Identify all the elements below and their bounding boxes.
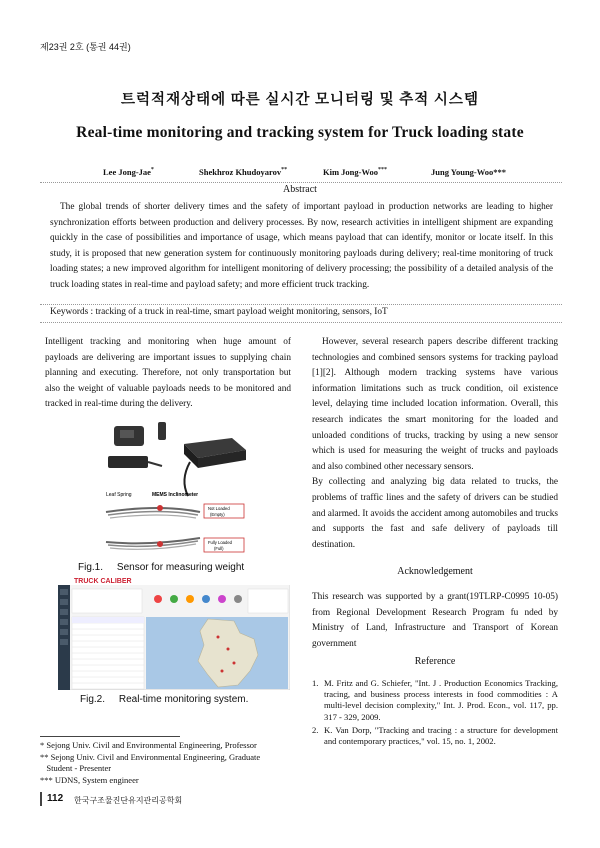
keywords: Keywords : tracking of a truck in real-time, smart payload weight monitoring, sensors, IoT [50,307,388,317]
fully-loaded-label: Fully Loaded [208,540,232,545]
right-paragraph-1: However, several research papers describe different tracking technologies and combined sensors systems for tracking payload [1][2]. Although modern tracking systems have various information limitations such as truck condition, oil existence level, delaying time included location information. Overall, this research indicates the smart monitoring for the loaded and unloaded conditions of trucks, tracking by using a new sensor which is used for measuring the weight of trucks and payloads and also combined other necessary sensors. [312,337,558,472]
reference-list [312,678,558,749]
divider-top [40,182,562,183]
leaf-spring-diagram-bottom [106,538,200,549]
title-english: Real-time monitoring and tracking system for Truck loading state [76,124,524,141]
page-number: 112 [47,793,64,804]
intro-left-paragraph: Intelligent tracking and monitoring when huge amount of payloads are delivering are important issues to supplying chain planning and executing. Therefore, not only transportation but also the weight of valuable payloads needs to be monitored and tracked in real-time during the delivery. [45,337,291,410]
ui-summary-panel [72,589,142,613]
issue-label: 제23권 2호 (통권 44권) [40,42,131,52]
author-4: Jung Young-Woo*** [431,167,507,177]
figure-2-caption: Fig.2. Real-time monitoring system. [80,694,249,705]
right-column-text [312,335,558,553]
acknowledgement-heading: Acknowledgement [397,566,473,577]
sensor-device-large-icon [158,422,246,496]
author-1: Lee Jong-Jae* [103,167,154,177]
leaf-spring-label: Leaf Spring [106,492,132,498]
mems-label: MEMS Inclinometer [152,492,199,498]
footnote-2: ** Sejong Univ. Civil and Environmental Engineering, Graduate [40,751,261,762]
figure-1-sensor [100,420,250,560]
author-2: Shekhroz Khudoyarov** [199,167,288,177]
ui-brand-label: TRUCK CALIBER [74,578,132,585]
abstract-text: The global trends of shorter delivery times and the safety of important payload in production networks are leading to higher synchronization efforts between production and delivery processes. By now, research activities in intelligent shipment are expanding quickly in the case of possibilities and importance of usage, which means payload that can identify, monitor or locate itself. In this study, it is proposed that new generation system for continuously monitoring payloads during delivery; real-time monitoring of truck loading states; a new improved algorithm for intelligent monitoring of delivery processing; the possibility of a detailed analysis of the truck loading states in real-time and payload safety; and more efficient truck tracking. [50,202,553,290]
right-paragraph-2: By collecting and analyzing big data related to trucks, the problems of traffic lines and the safety of drivers can be studied and alarmed. It avoids the accident among automobiles and trucks and supports the fast and safe delivery of payloads till destination. [312,477,558,550]
reference-item: 1. M. Fritz and G. Schiefer, "Int. J . Production Economics Tracking, tracing, and business process interests in food commodities : A multi-level decision complexity," Int. J. Prod. Econ., vol. 117, pp. 317 - 329, 2009. [312,678,558,722]
empty-label: (Empty) [210,512,225,517]
footnote-rule [40,736,180,737]
journal-name: 한국구조물진단유지관리공학회 [74,796,183,805]
reference-heading: Reference [414,656,456,667]
divider-keywords [40,322,562,323]
figure-1-caption: Fig.1. Sensor for measuring weight [78,562,245,573]
leaf-spring-diagram-top [106,505,200,518]
page-bar [40,792,42,806]
footnote-2-cont: Student - Presenter [40,763,112,773]
sensor-device-small-icon [108,426,162,468]
reference-item: 2. K. Van Dorp, "Tracking and tracing : a structure for development and contemporary practices," vol. 15, no. 1, 2002. [312,724,558,747]
not-loaded-label: Not Loaded [208,506,230,511]
footnote-3: *** UDNS, System engineer [40,774,139,785]
figure-2-monitoring-ui [58,575,290,690]
abstract-heading: Abstract [283,184,317,195]
author-3: Kim Jong-Woo*** [323,167,388,177]
divider-abstract [40,304,562,305]
full-label: (Full) [214,546,224,551]
title-korean: 트럭적재상태에 따른 실시간 모니터링 및 추적 시스템 [121,92,479,108]
footnotes [40,740,260,786]
footnote-1: * Sejong Univ. Civil and Environmental Engineering, Professor [40,740,257,750]
acknowledgement-text: This research was supported by a grant(19TLRP-C0995 10-05) from Regional Development Research Program fu nded by Ministry of Land, Infrastructure and Transport of Korean government [312,592,558,649]
